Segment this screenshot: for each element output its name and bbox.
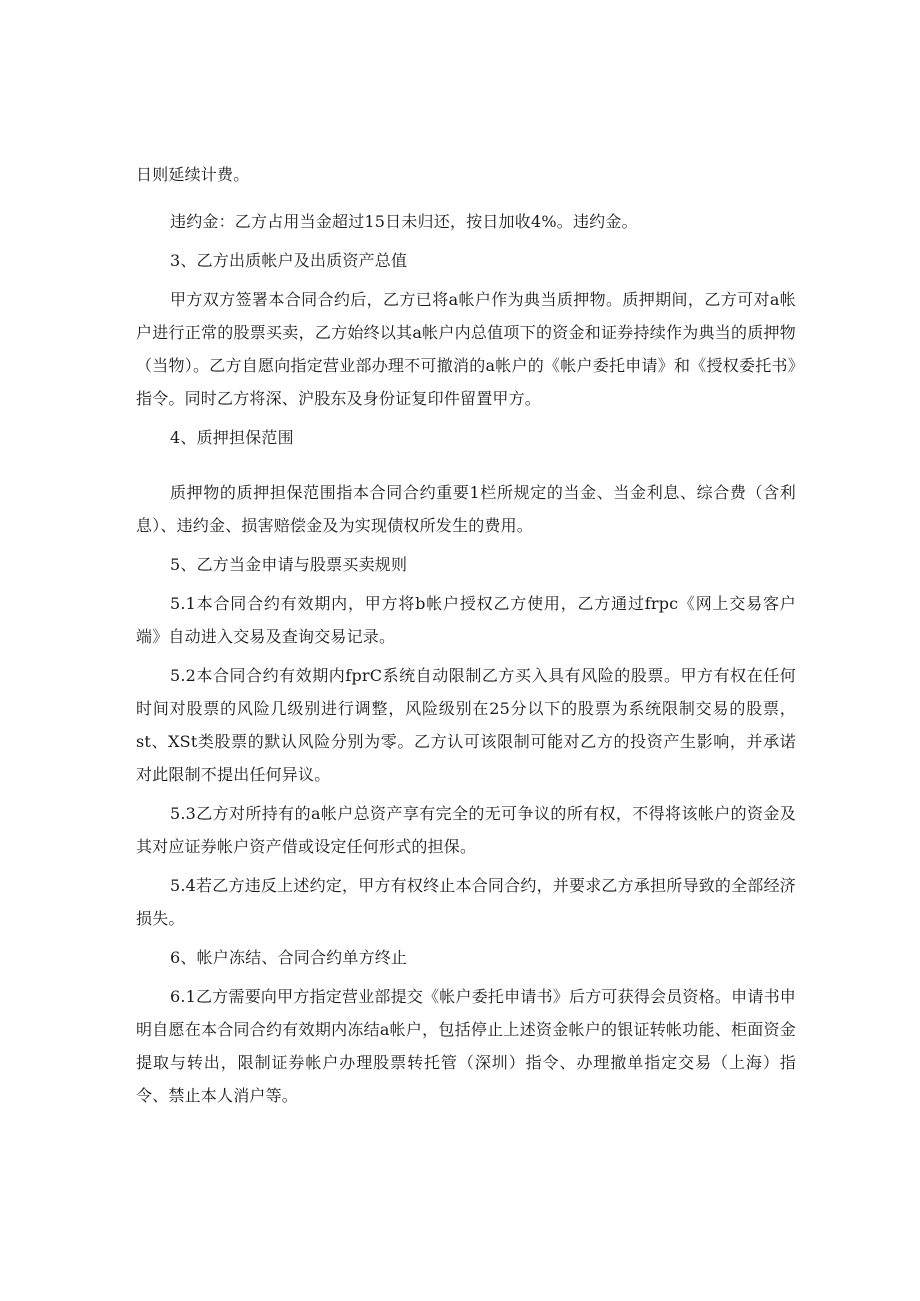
section-heading-5: 5、乙方当金申请与股票买卖规则 <box>170 555 408 574</box>
document-page <box>136 158 796 1112</box>
clause-5-4: 5.4若乙方违反上述约定，甲方有权终止本合同合约，并要求乙方承担所导致的全部经济损失。 <box>136 876 796 928</box>
clause-5-1: 5.1本合同合约有效期内，甲方将b帐户授权乙方使用，乙方通过frpc《网上交易客户端》自动进入交易及查询交易记录。 <box>136 594 796 646</box>
clause-5-2: 5.2本合同合约有效期内fprC系统自动限制乙方买入具有风险的股票。甲方有权在任何时间对股票的风险几级别进行调整，风险级别在25分以下的股票为系统限制交易的股票，st、XSt类股票的默认风险分别为零。乙方认可该限制可能对乙方的投资产生影响，并承诺对此限制不提出任何异议。 <box>136 666 796 784</box>
penalty-clause: 违约金：乙方占用当金超过15日未归还，按日加收4%。违约金。 <box>170 212 638 231</box>
section-heading-6: 6、帐户冻结、合同合约单方终止 <box>170 948 408 967</box>
section-3-body: 甲方双方签署本合同合约后，乙方已将a帐户作为典当质押物。质押期间，乙方可对a帐户进行正常的股票买卖，乙方始终以其a帐户内总值项下的资金和证券持续作为典当的质押物（当物）。乙方自愿向指定营业部办理不可撤消的a帐户的《帐户委托申请》和《授权委托书》指令。同时乙方将深、沪股东及身份证复印件留置甲方。 <box>136 290 796 408</box>
section-4-body: 质押物的质押担保范围指本合同合约重要1栏所规定的当金、当金利息、综合费（含利息）、违约金、损害赔偿金及为实现债权所发生的费用。 <box>136 483 796 535</box>
section-heading-4: 4、质押担保范围 <box>170 428 294 447</box>
continuation-text: 日则延续计费。 <box>136 165 250 184</box>
clause-6-1: 6.1乙方需要向甲方指定营业部提交《帐户委托申请书》后方可获得会员资格。申请书申明自愿在本合同合约有效期内冻结a帐户，包括停止上述资金帐户的银证转帐功能、柜面资金提取与转出，限制证券帐户办理股票转托管（深圳）指令、办理撤单指定交易（上海）指令、禁止本人消户等。 <box>136 987 796 1105</box>
clause-5-3: 5.3乙方对所持有的a帐户总资产享有完全的无可争议的所有权，不得将该帐户的资金及其对应证券帐户资产借或设定任何形式的担保。 <box>136 804 796 856</box>
section-heading-3: 3、乙方出质帐户及出质资产总值 <box>170 251 408 270</box>
